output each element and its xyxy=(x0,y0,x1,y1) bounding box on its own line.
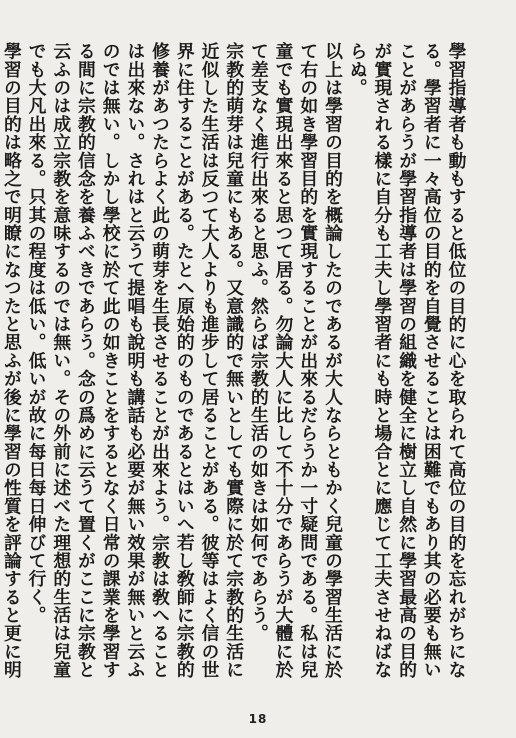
paragraph-1: 學習指導者も動もすると低位の目的に心を取られて高位の目的を忘れがちになる。學習者に一々高位の目的を自覺させることは困難でもあり其の必要も無いことがあらうが學習指導者は學習の組織を健全に樹立し自然に學習最高の目的が實現される樣に自分も工夫し學習者にも時と場合とに應じて工夫させねばならぬ。 xyxy=(347,42,467,679)
vertical-text-body xyxy=(1,42,468,682)
paragraph-4: 學習の目的は略之で明瞭になつたと思ふが後に學習の性質を評論すると更に明 xyxy=(1,42,23,679)
paragraph-3: 宗教的萌芽は兒童にもある。又意識的で無いとしても實際に於て宗教的生活に近似した生活は反つて大人よりも進步して居ることがある。彼等はよく信の世界に住することがある。たとへ原始的のものであるとはいへ若し敎師に宗教的修養があつたらよく此の萌芽を生長させることが出來よう。宗教は敎へることは出來ない。されはと云うて提唱も說明も講話も必要が無い效果が無いと云ふのでは無い。しかし學校に於て此の如きことをするとなく日常の課業を學習する間に宗教的信念を養ふべきであらう。念の爲めに云うて置くがここに宗教と云ふのは成立宗教を意味するのでは無い。その外前に述べた理想的生活は兒童でも大凡出來る。只其の程度は低い。低いが故に每日每日伸びて行く。 xyxy=(26,42,245,679)
paragraph-2: 以上は學習の目的を概論したのであるが大人ならともかく兒童の學習生活に於て右の如き學習目的を實現することが出來るだらうか一寸疑問である。私は兒童でも實現出來ると思つて居る。勿論大人に比して不十分であらうが大體に於て差支なく進行出來ると思ふ。然らば宗教的生活の如きは如何であらう。 xyxy=(248,42,344,679)
page-number: 18 xyxy=(248,712,268,726)
